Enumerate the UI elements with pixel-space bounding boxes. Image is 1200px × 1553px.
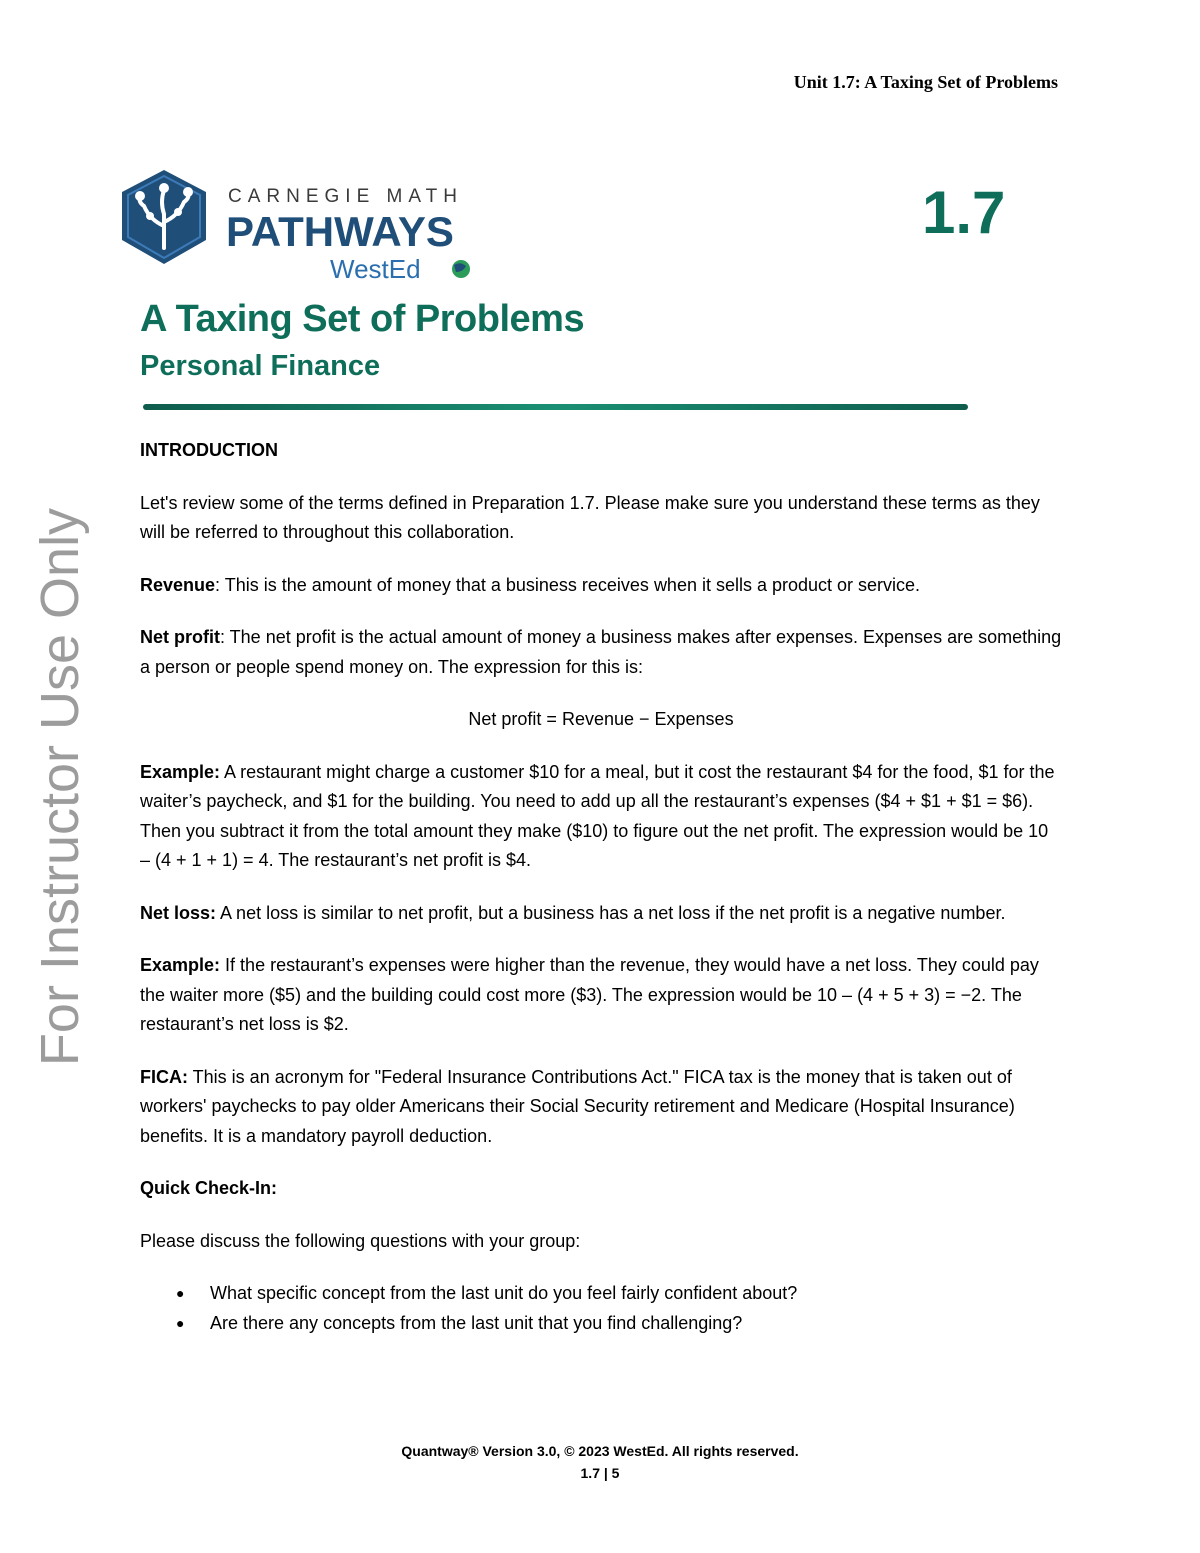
logo-partner: WestEd — [330, 254, 421, 284]
example-2: Example: If the restaurant’s expenses were higher than the revenue, they would have a net loss. They could pay the waiter more ($5) and the building could cost more ($3). The expression would be 10 – (4 + 5 + 3) = −2. The restaurant’s net loss is $2. — [140, 955, 1039, 1034]
page-number: 1.7 | 5 — [580, 1465, 620, 1481]
list-item: ● What specific concept from the last unit do you feel fairly confident about? — [140, 1279, 1062, 1309]
logo-line1: CARNEGIE MATH — [228, 186, 463, 207]
intro-paragraph: Let's review some of the terms defined in Preparation 1.7. Please make sure you understand these terms as they will be referred to throughout this collaboration. — [140, 492, 1040, 542]
discussion-prompt: Please discuss the following questions with your group: — [140, 1230, 581, 1251]
document-body — [140, 436, 1062, 1338]
list-item: ● Are there any concepts from the last unit that you find challenging? — [140, 1309, 1062, 1339]
net-profit-definition: Net profit: The net profit is the actual amount of money a business makes after expenses. Expenses are something a person or people spend money on. The expression for this is: — [140, 627, 1062, 677]
question-list — [140, 1279, 1062, 1338]
running-header: Unit 1.7: A Taxing Set of Problems — [793, 72, 1058, 92]
instructor-watermark: For Instructor Use Only — [30, 507, 90, 1067]
example-1: Example: A restaurant might charge a customer $10 for a meal, but it cost the restaurant $4 for the food, $1 for the waiter’s paycheck, and $1 for the building. You need to add up all the restaurant’s expenses ($4 + $1 + $1 = $6). Then you subtract it from the total amount they make ($10) to figure out the net profit. The expression would be 10 – (4 + 1 + 1) = 4. The restaurant’s net profit is $4. — [140, 761, 1055, 870]
revenue-definition: Revenue: This is the amount of money that a business receives when it sells a product or service. — [140, 574, 921, 595]
lesson-number: 1.7 — [922, 179, 1006, 246]
net-profit-formula: Net profit = Revenue − Expenses — [468, 709, 734, 729]
section-heading: INTRODUCTION — [140, 440, 278, 460]
tree-hexagon-icon — [122, 170, 206, 264]
check-in-heading: Quick Check-In: — [140, 1178, 278, 1198]
logo-line2: PATHWAYS — [226, 208, 454, 255]
page-subtitle: Personal Finance — [140, 350, 381, 382]
carnegie-pathways-logo — [120, 168, 480, 286]
fica-definition: FICA: This is an acronym for "Federal Insurance Contributions Act." FICA tax is the money that is taken out of workers' paychecks to pay older Americans their Social Security retirement and Medicare (Hospital Insurance) benefits. It is a mandatory payroll deduction. — [140, 1066, 1015, 1146]
copyright-text: Quantway® Version 3.0, © 2023 WestEd. All rights reserved. — [401, 1443, 799, 1459]
net-loss-definition: Net loss: A net loss is similar to net profit, but a business has a net loss if the net profit is a negative number. — [140, 902, 1006, 923]
title-divider — [143, 404, 968, 410]
page-title: A Taxing Set of Problems — [140, 298, 585, 340]
page-footer — [0, 1440, 1200, 1484]
